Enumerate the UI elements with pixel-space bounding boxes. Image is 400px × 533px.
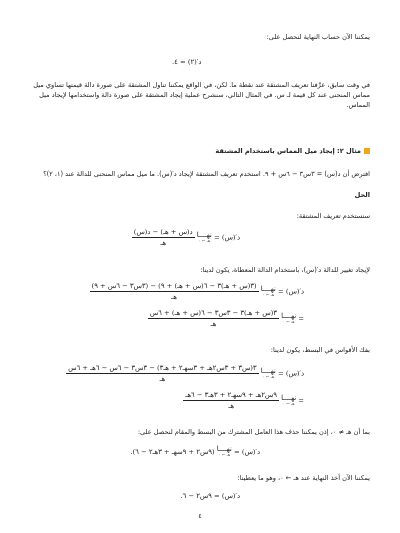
substitution-line-2: = نهــــا هـ ← ٠ $\frac{\text{٣(س + هـ)٣ − ٣س٣ − ٦(س + هـ) + ٦س}}{\text{هـ}}$ xyxy=(149,309,304,328)
paragraph-definition: في وقت سابق، عرَّفنا تعريف المشتقة عند نقطة ما. لكن، في الواقع يمكننا تناول المشتقة على صورة دالة قيمتها تساوي ميل مماس المنحنى عند كل قيمة لـ س. في المثال التالي، سنشرح عملية إيجاد المشتقة على صورة دالة واستخدامها لإيجاد ميل المماس. xyxy=(33,81,370,109)
derivative-definition xyxy=(132,228,240,247)
page-number: ٤ xyxy=(198,512,202,520)
step4-intro: بما أن هـ ≠ ٠، إذن يمكننا حذف هذا العامل المشترك من البسط والمقام لنحصل على: xyxy=(137,428,370,436)
step2-intro: لإيجاد تغيير للدالة د′(س)، باستخدام الدالة المعطاة، يكون لدينا: xyxy=(200,266,370,274)
example-body: افترض أن د(س) = ٣س٣ − ٦س + ٩. استخدم تعريف المشتقة لإيجاد د′(س). ما ميل مماس المنحنى للدالة عند (١، ٢)؟ xyxy=(43,170,370,178)
reduced-expression: د′(س) = نهــــا هـ ← ٠ (٩س٢ + ٩سهـ + ٣هـ٢ − ٦). xyxy=(130,445,260,457)
step1-intro: سنستخدم تعريف المشتقة: xyxy=(296,212,370,220)
intro-limit-text: يمكننا الآن حساب النهاية لنحصل على: xyxy=(266,33,370,41)
expanded-line-2: = نهــــا هـ ← ٠ $\frac{\text{٩س٢هـ + ٩سهـ٢ + ٣هـ٣ − ٦هـ}}{\text{هـ}}$ xyxy=(185,391,304,410)
example-marker-icon xyxy=(364,148,370,154)
substitution-line-1: د′(س) = نهــــا هـ ← ٠ $\frac{\text{(٣(س + هـ)٣ − ٦(س + هـ) + ٩) − (٣س٣ − ٦س + ٩)}}{\text{هـ}}$ xyxy=(91,282,304,301)
final-equation: د′(س) = ٩س٢ − ٦. xyxy=(180,492,240,500)
result-equation: د′(٢) = ٤. xyxy=(172,58,202,66)
example-title xyxy=(215,147,370,156)
def-limit: نهــــا هـ ← ٠ xyxy=(196,230,212,243)
solution-heading: الحل xyxy=(354,191,370,199)
def-lhs: د′(س) = xyxy=(213,233,240,242)
step5-intro: يمكننا الآن أخذ النهاية عند هـ ← ٠، وهو ما يعطينا: xyxy=(237,474,370,482)
def-fraction: $\frac{\text{د(س + هـ) − د(س)}}{\text{هـ}}$ xyxy=(133,228,193,247)
expanded-line-1: د′(س) = نهــــا هـ ← ٠ $\frac{\text{٣(س٣ + ٣س٢هـ + ٣سهـ٢ + هـ٣) − ٣س٣ − ٦س − ٦هـ + ٦س}}{\text{هـ}}$ xyxy=(68,364,304,383)
example-title-text: مثال ٢: إيجاد ميل المماس باستخدام المشتقة xyxy=(215,147,361,155)
step3-intro: بفك الأقواس في البسط، يكون لدينا: xyxy=(270,346,370,354)
